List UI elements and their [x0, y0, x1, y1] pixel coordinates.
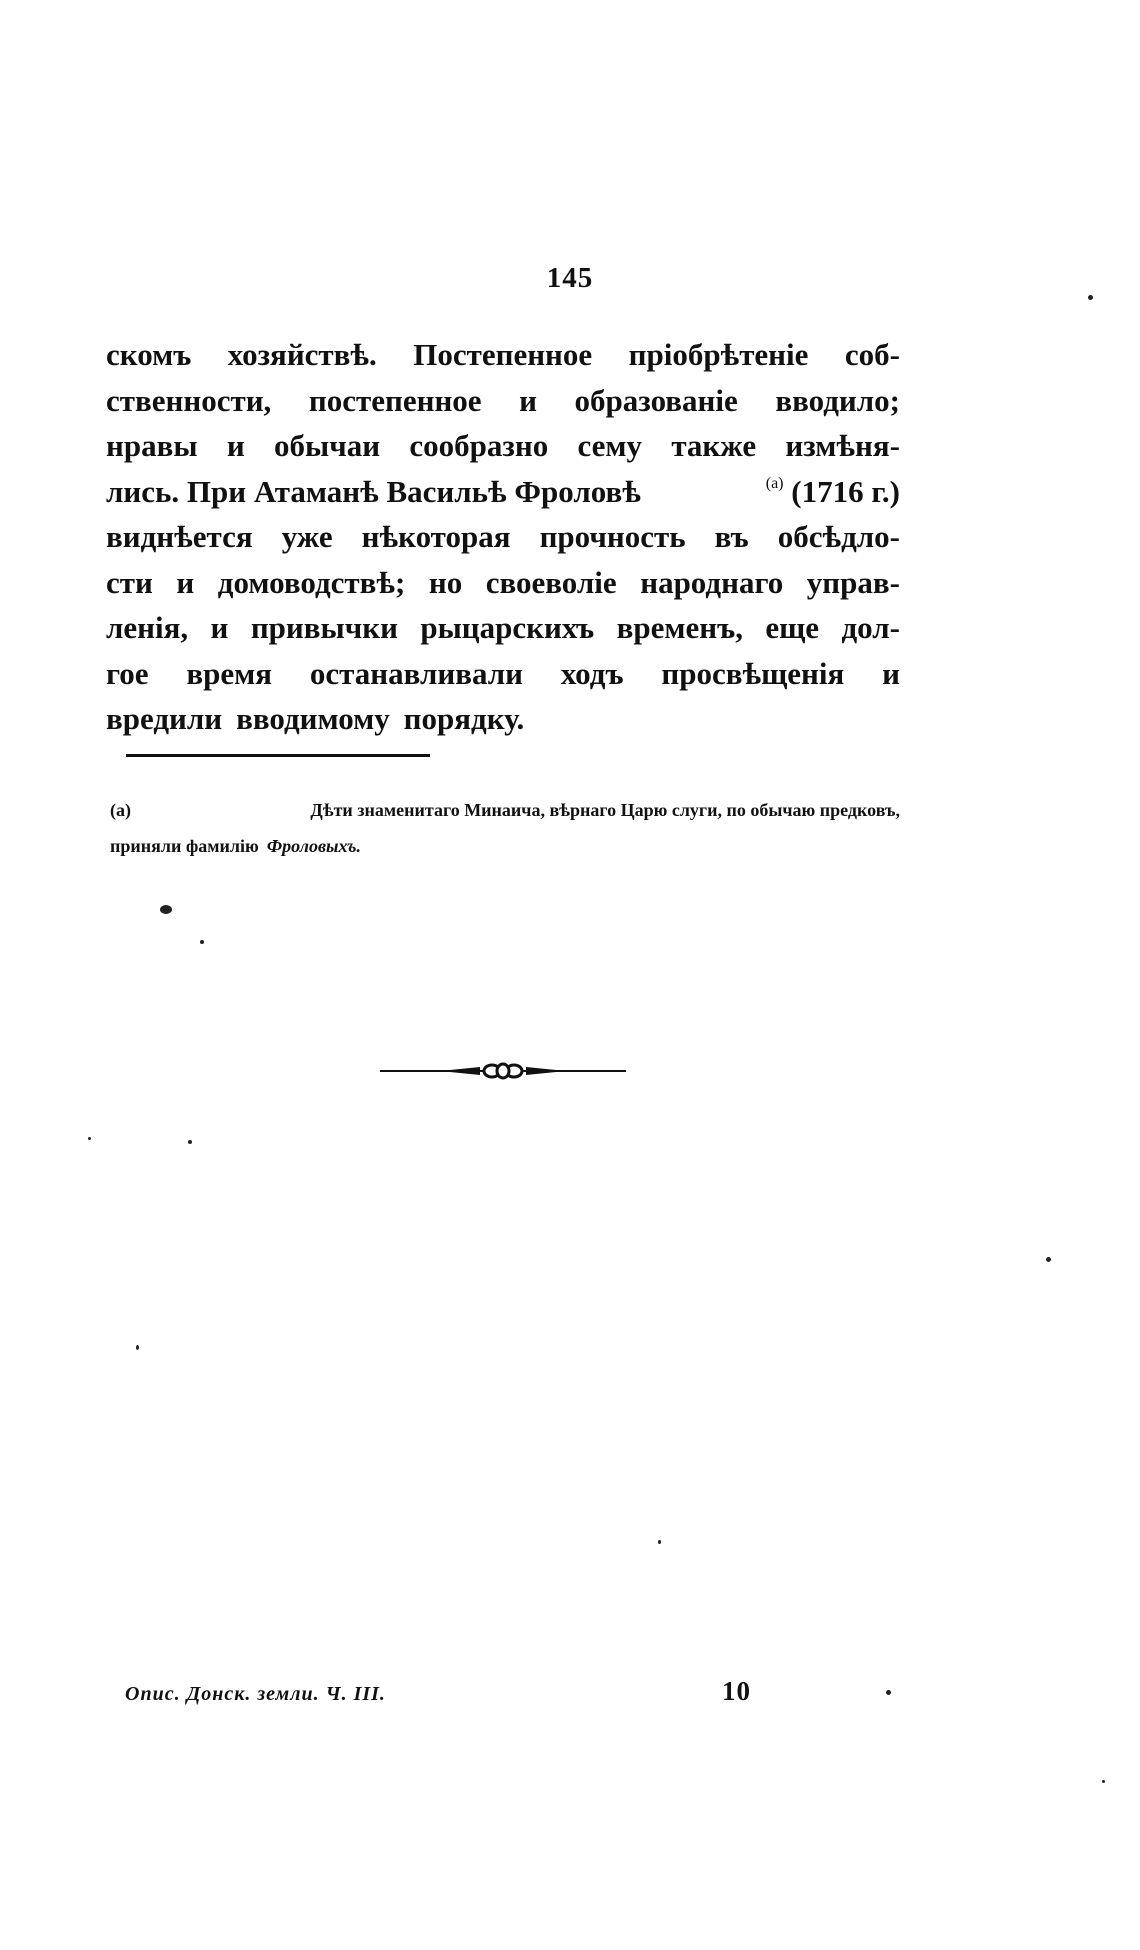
text-line-8 [106, 651, 900, 697]
main-text [106, 332, 900, 742]
word: прочность [539, 519, 686, 554]
date-note: (1716 г.) [791, 473, 900, 509]
text-line-4 [106, 469, 900, 515]
text-line-2 [106, 378, 900, 424]
print-speck [136, 1345, 139, 1350]
word: народнаго [640, 564, 784, 600]
print-speck [658, 1540, 661, 1544]
word: образованіе [574, 382, 738, 418]
text-line-1 [106, 332, 900, 378]
word: вводило; [775, 382, 900, 418]
word: и [210, 610, 229, 645]
word: просвѣщенія [661, 655, 845, 691]
word: гое [106, 655, 149, 691]
word: вредили [106, 701, 223, 736]
word: нравы [106, 428, 198, 463]
text-line-7 [106, 605, 900, 651]
word: обсѣдло- [777, 519, 900, 554]
text-line-4-words: лись. При Атаманѣ Васильѣ Фроловѣ [106, 473, 641, 509]
word: сему [577, 428, 643, 463]
footnote-reference: (а) [765, 474, 784, 492]
word: соб- [844, 337, 900, 372]
print-speck [1046, 1257, 1051, 1262]
footnote-line-2-text: приняли фамилію [110, 836, 259, 856]
page-number: 145 [546, 262, 594, 294]
print-speck [1088, 295, 1093, 300]
word: также [671, 428, 757, 463]
text-line-3 [106, 423, 900, 469]
word: останавливали [309, 655, 523, 691]
word: пріобрѣтеніе [628, 337, 809, 372]
footnote-divider [126, 754, 430, 757]
word: скомъ [106, 337, 192, 372]
word: нѣкоторая [361, 519, 511, 554]
word: и [226, 428, 245, 463]
text-line-6 [106, 560, 900, 606]
word: измѣня- [785, 428, 900, 463]
footnote-surname: Фроловыхъ. [266, 836, 362, 856]
word: своеволіе [485, 564, 617, 600]
print-speck [200, 940, 204, 944]
word: постепенное [308, 382, 482, 418]
print-speck [886, 1690, 891, 1695]
word: ственности, [106, 382, 272, 418]
print-speck [88, 1137, 91, 1140]
word: обычаи [274, 428, 381, 463]
word: ленія, [106, 610, 189, 645]
word: Постепенное [413, 337, 593, 372]
word: вводимому [236, 701, 390, 736]
sheet-number: 10 [722, 1676, 751, 1706]
print-speck [1102, 1780, 1105, 1783]
word: домоводствѣ; [217, 564, 406, 600]
word: и [176, 564, 195, 600]
word: и [882, 655, 900, 691]
signature-mark: Опис. Донск. земли. Ч. III. [125, 1683, 386, 1705]
word: сти [106, 564, 153, 600]
footnote [110, 792, 900, 864]
word: время [186, 655, 273, 691]
word: привычки [250, 610, 398, 645]
word: временъ, [616, 610, 743, 645]
word: виднѣется [106, 519, 253, 554]
footnote-marker: (а) [110, 800, 131, 820]
word: уже [281, 519, 333, 554]
word: еще [765, 610, 820, 645]
footnote-line-1-words: Дѣти знаменитаго Минаича, вѣрнаго Царю слуги, по обычаю предковъ, [310, 800, 900, 820]
word: но [428, 564, 463, 600]
date-note-group [766, 469, 900, 515]
footnote-line-2 [110, 828, 900, 864]
word: сообразно [409, 428, 549, 463]
word: и [519, 382, 537, 418]
footnote-line-1 [110, 792, 900, 828]
word: рыцарскихъ [420, 610, 595, 645]
word: дол- [841, 610, 900, 645]
word: управ- [806, 564, 900, 600]
word: въ [714, 519, 749, 554]
text-line-9 [106, 696, 900, 742]
word: порядку. [403, 701, 525, 736]
word: ходъ [560, 655, 624, 691]
text-line-5 [106, 514, 900, 560]
word: хозяйствѣ. [227, 337, 377, 372]
ornament-divider [380, 1060, 626, 1082]
print-speck [160, 905, 172, 914]
print-speck [188, 1140, 192, 1144]
